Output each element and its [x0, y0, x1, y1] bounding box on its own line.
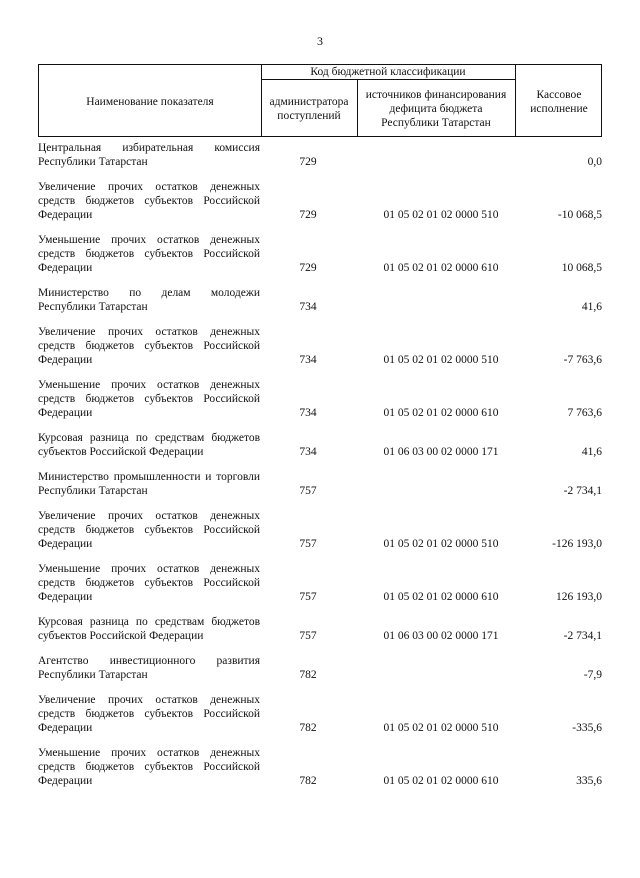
row-amount: 41,6: [581, 446, 602, 458]
row-name: Уменьшение прочих остатков денежных средств бюджетов субъектов Российской Федерации: [38, 234, 260, 274]
row-admin-code: 757: [299, 538, 317, 550]
row-admin-code: 729: [299, 209, 317, 221]
row-amount: 10 068,5: [561, 262, 602, 274]
row-source-code: 01 05 02 01 02 0000 610: [383, 407, 499, 419]
row-name: Агентство инвестиционного развития Республики Татарстан: [38, 655, 260, 681]
row-name: Уменьшение прочих остатков денежных средств бюджетов субъектов Российской Федерации: [38, 747, 260, 787]
table-row: [38, 286, 602, 314]
row-source-code: 01 06 03 00 02 0000 171: [383, 630, 499, 642]
header-name: Наименование показателя: [86, 95, 214, 108]
row-amount: -2 734,1: [563, 630, 602, 642]
row-amount: -335,6: [572, 722, 602, 734]
row-admin-code: 757: [299, 630, 317, 642]
table-row: [38, 562, 602, 604]
row-admin-code: 734: [299, 301, 317, 313]
row-admin-code: 729: [299, 262, 317, 274]
row-source-code: 01 05 02 01 02 0000 610: [383, 262, 499, 274]
table-row: [38, 180, 602, 222]
header-admin: администратора поступлений: [269, 95, 349, 122]
row-name: Министерство по делам молодежи Республики Татарстан: [38, 287, 260, 313]
row-admin-code: 734: [299, 354, 317, 366]
header-amount: Кассовое исполнение: [530, 88, 588, 115]
row-amount: 126 193,0: [556, 591, 602, 603]
row-name: Курсовая разница по средствам бюджетов субъектов Российской Федерации: [38, 432, 260, 458]
row-amount: -10 068,5: [557, 209, 602, 221]
row-source-code: 01 05 02 01 02 0000 610: [383, 775, 499, 787]
table-row: [38, 233, 602, 275]
row-amount: 335,6: [576, 775, 602, 787]
row-source-code: 01 06 03 00 02 0000 171: [383, 446, 499, 458]
table-row: [38, 378, 602, 420]
header-budget-code-group: Код бюджетной классификации: [310, 66, 466, 78]
row-source-code: 01 05 02 01 02 0000 510: [383, 722, 499, 734]
row-admin-code: 729: [299, 156, 317, 168]
row-admin-code: 757: [299, 485, 317, 497]
row-source-code: 01 05 02 01 02 0000 510: [383, 354, 499, 366]
row-name: Увеличение прочих остатков денежных средств бюджетов субъектов Российской Федерации: [38, 694, 260, 734]
row-amount: 41,6: [581, 301, 602, 313]
row-amount: -2 734,1: [563, 485, 602, 497]
table-row: [38, 509, 602, 551]
row-amount: 7 763,6: [567, 407, 602, 419]
page-number: 3: [317, 34, 323, 48]
row-admin-code: 782: [299, 669, 317, 681]
table-row: [38, 431, 602, 459]
table-header: [38, 64, 602, 137]
row-admin-code: 782: [299, 775, 317, 787]
row-name: Уменьшение прочих остатков денежных средств бюджетов субъектов Российской Федерации: [38, 563, 260, 603]
table-row: [38, 141, 602, 169]
header-sources: источников финансирования дефицита бюджета Республики Татарстан: [365, 88, 507, 129]
row-name: Центральная избирательная комиссия Республики Татарстан: [38, 142, 260, 168]
row-admin-code: 734: [299, 407, 317, 419]
row-name: Увеличение прочих остатков денежных средств бюджетов субъектов Российской Федерации: [38, 510, 260, 550]
row-amount: -126 193,0: [552, 538, 602, 550]
row-source-code: 01 05 02 01 02 0000 510: [383, 538, 499, 550]
table-row: [38, 615, 602, 643]
table-row: [38, 470, 602, 498]
row-name: Увеличение прочих остатков денежных средств бюджетов субъектов Российской Федерации: [38, 181, 260, 221]
table-row: [38, 693, 602, 735]
row-amount: -7,9: [583, 669, 602, 681]
table-row: [38, 325, 602, 367]
row-name: Министерство промышленности и торговли Республики Татарстан: [38, 471, 260, 497]
row-admin-code: 757: [299, 591, 317, 603]
row-name: Уменьшение прочих остатков денежных средств бюджетов субъектов Российской Федерации: [38, 379, 260, 419]
row-source-code: 01 05 02 01 02 0000 510: [383, 209, 499, 221]
row-admin-code: 734: [299, 446, 317, 458]
table-row: [38, 746, 602, 788]
row-source-code: 01 05 02 01 02 0000 610: [383, 591, 499, 603]
row-amount: -7 763,6: [563, 354, 602, 366]
table-row: [38, 654, 602, 682]
row-admin-code: 782: [299, 722, 317, 734]
row-name: Увеличение прочих остатков денежных средств бюджетов субъектов Российской Федерации: [38, 326, 260, 366]
row-amount: 0,0: [587, 156, 602, 168]
table-body: [38, 141, 602, 799]
row-name: Курсовая разница по средствам бюджетов субъектов Российской Федерации: [38, 616, 260, 642]
